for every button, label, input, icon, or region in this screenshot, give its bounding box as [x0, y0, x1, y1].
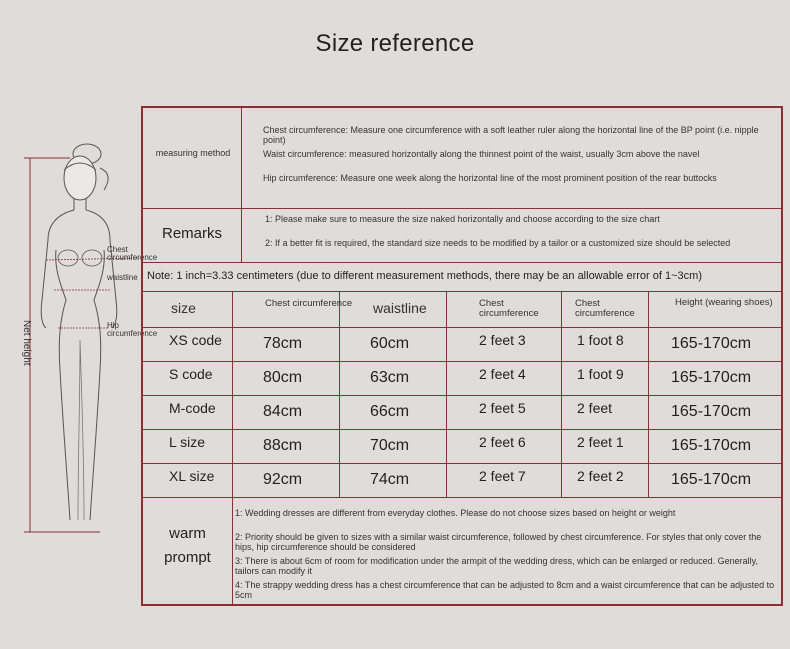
table-cell: 2 feet 6: [479, 434, 526, 450]
table-cell: S code: [169, 366, 213, 382]
header-height: Height (wearing shoes): [675, 297, 773, 308]
table-cell: 2 feet 2: [577, 468, 624, 484]
table-cell: 2 feet 1: [577, 434, 624, 450]
prompt-line-2: 2: Priority should be given to sizes with a similar waist circumference, followed by chest circumference. For styles that only cover the hips, hip circumference should be considered: [235, 532, 762, 552]
prompt-line-3: 3: There is about 6cm of room for modification under the armpit of the wedding dress, which can be enlarged or reduced. Generally, tailors can modify it: [235, 556, 758, 576]
table-cell: 60cm: [370, 335, 410, 352]
table-cell: 1 foot 8: [577, 332, 624, 348]
size-table: [141, 106, 783, 606]
header-waist: waistline: [373, 300, 427, 316]
table-cell: 2 feet: [577, 400, 613, 416]
table-cell: 80cm: [263, 369, 303, 386]
prompt-label-2: prompt: [164, 549, 211, 566]
method-line-2: Waist circumference: measured horizontally along the thinnest point of the waist, usually 3cm above the navel: [263, 149, 700, 159]
table-cell: 92cm: [263, 471, 303, 488]
table-cell: 88cm: [263, 437, 303, 454]
table-cell: 84cm: [263, 403, 303, 420]
table-cell: 74cm: [370, 471, 410, 488]
remarks-line-1: 1: Please make sure to measure the size naked horizontally and choose according to the size chart: [265, 214, 660, 224]
remarks-line-2: 2: If a better fit is required, the standard size needs to be modified by a tailor or a customized size should be selected: [265, 238, 731, 248]
table-cell: 165-170cm: [671, 335, 752, 352]
note-text: Note: 1 inch=3.33 centimeters (due to different measurement methods, there may be an allowable error of 1~3cm): [147, 270, 702, 282]
prompt-label: [143, 522, 232, 570]
table-cell: M-code: [169, 400, 216, 416]
body-figure-illustration: [10, 140, 160, 540]
prompt-label-1: warm: [169, 525, 206, 542]
chest-label: Chest circumference: [107, 245, 158, 262]
table-cell: 2 feet 5: [479, 400, 526, 416]
height-label: Net height: [21, 320, 32, 366]
method-line-1: Chest circumference: Measure one circumference with a soft leather ruler along the horizontal line of the BP point (i.e. nipple point): [263, 125, 759, 145]
header-chest: Chest circumference: [265, 298, 353, 309]
header-chest-3: Chest circumference: [575, 298, 635, 319]
table-cell: 78cm: [263, 335, 303, 352]
header-chest-2: Chest circumference: [479, 298, 539, 319]
remarks-label: Remarks: [161, 225, 222, 242]
table-cell: 165-170cm: [671, 369, 752, 386]
table-cell: 63cm: [370, 369, 410, 386]
prompt-line-4: 4: The strappy wedding dress has a chest circumference that can be adjusted to 8cm and a waist circumference that can be adjusted to 5cm: [235, 580, 775, 600]
table-cell: 1 foot 9: [577, 366, 624, 382]
table-cell: L size: [169, 434, 206, 450]
page-title: Size reference: [315, 30, 475, 57]
table-cell: XL size: [169, 468, 215, 484]
table-cell: 66cm: [370, 403, 410, 420]
table-cell: 165-170cm: [671, 403, 752, 420]
waist-label: waistline: [107, 273, 138, 282]
table-cell: 165-170cm: [671, 437, 752, 454]
hip-label: Hip circumference: [107, 321, 158, 338]
method-line-3: Hip circumference: Measure one week along the horizontal line of the most prominent position of the rear buttocks: [263, 173, 717, 183]
header-size: size: [171, 300, 196, 316]
table-cell: XS code: [169, 332, 222, 348]
table-cell: 2 feet 7: [479, 468, 526, 484]
table-cell: 165-170cm: [671, 471, 752, 488]
table-cell: 2 feet 4: [479, 366, 526, 382]
table-cell: 70cm: [370, 437, 410, 454]
method-label: measuring method: [155, 148, 231, 158]
prompt-line-1: 1: Wedding dresses are different from everyday clothes. Please do not choose sizes based on height or weight: [235, 508, 676, 518]
body-figure: [10, 140, 160, 540]
table-cell: 2 feet 3: [479, 332, 526, 348]
